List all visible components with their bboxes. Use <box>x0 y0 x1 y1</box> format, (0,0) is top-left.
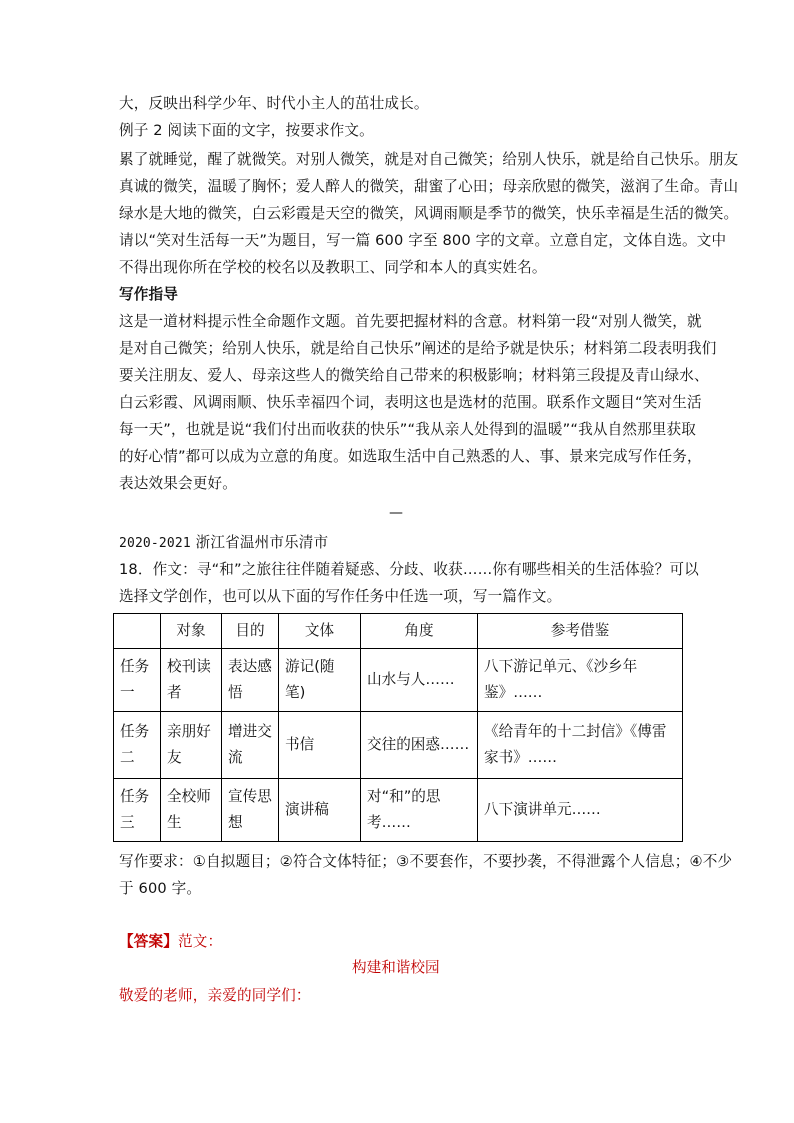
guide-line-3: 要关注朋友、爱人、母亲这些人的微笑给自己带来的积极影响；材料第三段提及青山绿水、 <box>119 367 709 384</box>
table-cell: 书信 <box>279 712 361 779</box>
table-cell: 八下游记单元、《沙乡年鉴》…… <box>478 649 683 712</box>
guide-line-5: 每一天”，也就是说“我们付出而收获的快乐”“我从亲人处得到的温暖”“我从自然那里获取 <box>119 421 697 438</box>
material-line-3: 绿水是大地的微笑，白云彩霞是天空的微笑，风调雨顺是季节的微笑，快乐幸福是生活的微笑。 <box>119 205 739 222</box>
writing-task-table <box>113 613 683 842</box>
table-cell: 宣传思想 <box>222 779 279 842</box>
material-line-2: 真诚的微笑，温暖了胸怀；爱人醉人的微笑，甜蜜了心田；母亲欣慰的微笑，滋润了生命。青山 <box>119 178 739 195</box>
table-cell: 八下演讲单元…… <box>478 779 683 842</box>
example-2-heading: 例子 2 阅读下面的文字，按要求作文。 <box>119 122 374 139</box>
table-row <box>114 649 683 712</box>
essay-salutation: 敬爱的老师，亲爱的同学们： <box>119 987 311 1004</box>
requirement-line-1: 写作要求：①自拟题目；②符合文体特征；③不要套作，不要抄袭，不得泄露个人信息；④不少 <box>119 853 733 870</box>
header-cell-audience: 对象 <box>161 614 222 649</box>
question-line-2: 选择文学创作，也可以从下面的写作任务中任选一项，写一篇作文。 <box>119 588 562 605</box>
table-cell: 演讲稿 <box>279 779 361 842</box>
header-cell-task <box>114 614 161 649</box>
guide-heading: 写作指导 <box>119 286 178 303</box>
answer-line <box>119 932 222 952</box>
table-cell: 表达感悟 <box>222 649 279 712</box>
table-cell: 校刊读者 <box>161 649 222 712</box>
table-cell: 对“和”的思考…… <box>361 779 478 842</box>
table-cell: 山水与人…… <box>361 649 478 712</box>
prompt-line-1: 请以“笑对生活每一天”为题目，写一篇 600 字至 800 字的文章。立意自定，文体自选。文中 <box>119 232 727 249</box>
prompt-line-2: 不得出现你所在学校的校名以及教职工、同学和本人的真实姓名。 <box>119 259 547 276</box>
header-cell-angle: 角度 <box>361 614 478 649</box>
source-line <box>119 533 328 554</box>
material-line-1: 累了就睡觉，醒了就微笑。对别人微笑，就是对自己微笑；给别人快乐，就是给自己快乐。朋友 <box>119 151 739 168</box>
guide-line-6: 的好心情”都可以成为立意的角度。如选取生活中自己熟悉的人、事、景来完成写作任务， <box>119 448 702 465</box>
essay-title: 构建和谐校园 <box>352 959 440 976</box>
header-cell-genre: 文体 <box>279 614 361 649</box>
body-line-1: 大，反映出科学少年、时代小主人的茁壮成长。 <box>119 95 429 112</box>
table-cell: 全校师生 <box>161 779 222 842</box>
header-cell-purpose: 目的 <box>222 614 279 649</box>
source-place: 浙江省温州市乐清市 <box>195 534 329 551</box>
question-line-1: 18．作文：寻“和”之旅往往伴随着疑惑、分歧、收获……你有哪些相关的生活体验？可以 <box>119 561 699 578</box>
table-header-row <box>114 614 683 649</box>
table-row <box>114 712 683 779</box>
table-cell: 增进交流 <box>222 712 279 779</box>
guide-line-2: 是对自己微笑；给别人快乐，就是给自己快乐”阐述的是给予就是快乐；材料第二段表明我们 <box>119 340 717 357</box>
table-cell: 任务一 <box>114 649 161 712</box>
table-row <box>114 779 683 842</box>
guide-line-4: 白云彩霞、风调雨顺、快乐幸福四个词，表明这也是选材的范围。联系作文题目“笑对生活 <box>119 394 702 411</box>
header-cell-reference: 参考借鉴 <box>478 614 683 649</box>
table-cell: 任务二 <box>114 712 161 779</box>
table-cell: 任务三 <box>114 779 161 842</box>
guide-line-1: 这是一道材料提示性全命题作文题。首先要把握材料的含意。材料第一段“对别人微笑，就 <box>119 313 702 330</box>
source-year: 2020-2021 <box>119 536 191 551</box>
table-cell: 《给青年的十二封信》《傅雷家书》…… <box>478 712 683 779</box>
answer-label: 范文： <box>177 933 223 950</box>
guide-line-7: 表达效果会更好。 <box>119 475 237 492</box>
section-divider-mark: — <box>389 505 403 521</box>
answer-tag: 【答案】 <box>119 933 178 950</box>
table-cell: 亲朋好友 <box>161 712 222 779</box>
table-cell: 游记(随笔) <box>279 649 361 712</box>
requirement-line-2: 于 600 字。 <box>119 880 202 897</box>
table-cell: 交往的困惑…… <box>361 712 478 779</box>
